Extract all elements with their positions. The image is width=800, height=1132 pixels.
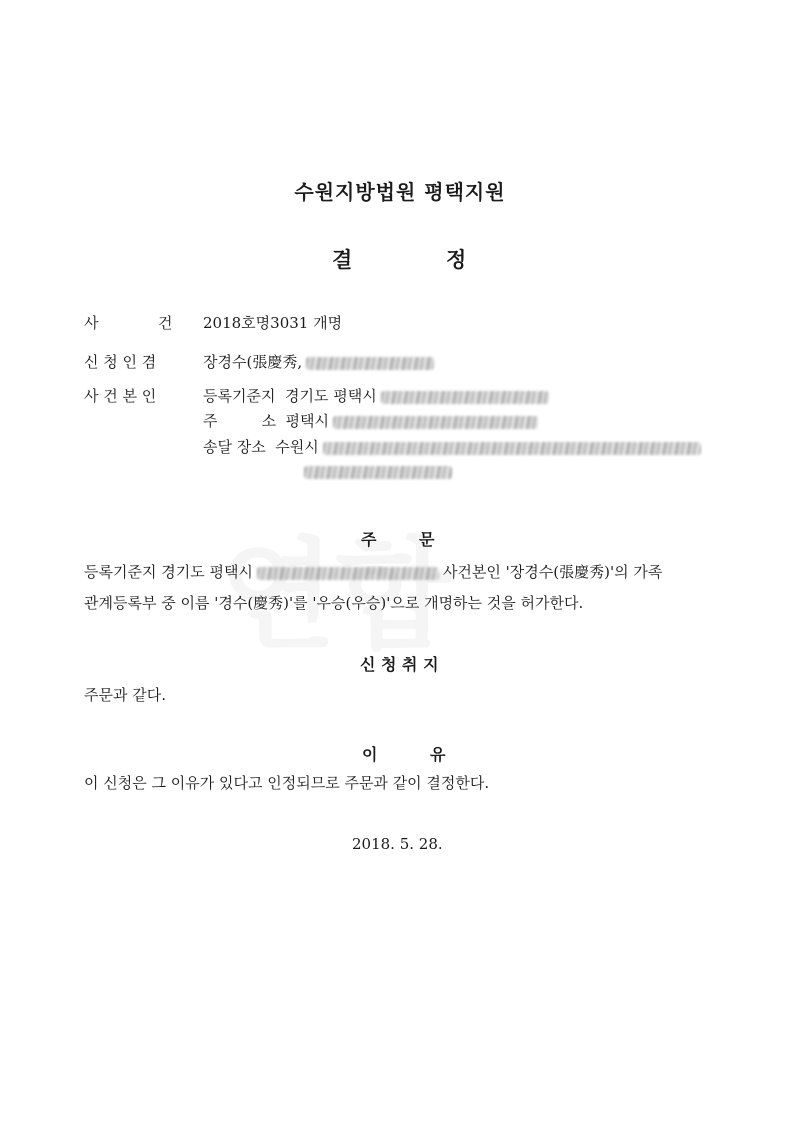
case-value: 2018호명3031 개명 [203, 314, 343, 332]
registry-value: 경기도 평택시 [285, 387, 377, 405]
delivery-value: 수원시 [275, 438, 319, 456]
watermark [220, 500, 452, 672]
redacted-delivery-1 [323, 442, 701, 455]
case-label-a: 사 [84, 314, 99, 332]
registry-label: 등록기준지 [203, 387, 276, 405]
delivery-row-2 [300, 462, 456, 481]
address-label-a: 주 [203, 412, 218, 430]
reason-text: 이 신청은 그 이유가 있다고 인정되므로 주문과 같이 결정한다. [84, 774, 490, 792]
applicant-label: 신 청 인 겸 [84, 353, 157, 371]
registry-row [203, 385, 553, 406]
section-reason-char-1: 이 [362, 745, 378, 764]
doc-title-char-1: 결 [332, 248, 353, 272]
court-name: 수원지방법원 평택지원 [294, 180, 506, 204]
section-order-char-1: 주 [361, 530, 377, 549]
principal-label: 사 건 본 인 [84, 387, 157, 405]
address-label-b: 소 [261, 412, 276, 430]
decision-date: 2018. 5. 28. [352, 835, 443, 853]
section-order-char-2: 문 [419, 530, 435, 549]
address-row [203, 410, 542, 431]
order-line-1b: 사건본인 '장경수(張慶秀)'의 가족 [442, 563, 663, 581]
section-purport: 신 청 취 지 [360, 655, 439, 674]
order-line-1 [84, 561, 662, 582]
applicant-name: 장경수(張慶秀, [203, 353, 303, 371]
redacted-delivery-2 [304, 466, 452, 479]
redacted-address [333, 416, 538, 429]
redacted-id [306, 357, 434, 370]
order-line-1a: 등록기준지 경기도 평택시 [84, 563, 253, 581]
case-label-b: 건 [158, 314, 173, 332]
doc-title-char-2: 정 [446, 248, 467, 272]
delivery-row [203, 436, 705, 457]
redacted-order [257, 567, 439, 580]
purport-text: 주문과 같다. [84, 686, 166, 704]
order-line-2: 관계등록부 중 이름 '경수(慶秀)'를 '우승(우승)'으로 개명하는 것을 허가한다. [84, 594, 584, 612]
applicant-row [203, 351, 438, 372]
section-reason-char-2: 유 [430, 745, 446, 764]
delivery-label: 송달 장소 [203, 438, 266, 456]
address-value: 평택시 [285, 412, 330, 430]
redacted-registry [381, 391, 549, 404]
